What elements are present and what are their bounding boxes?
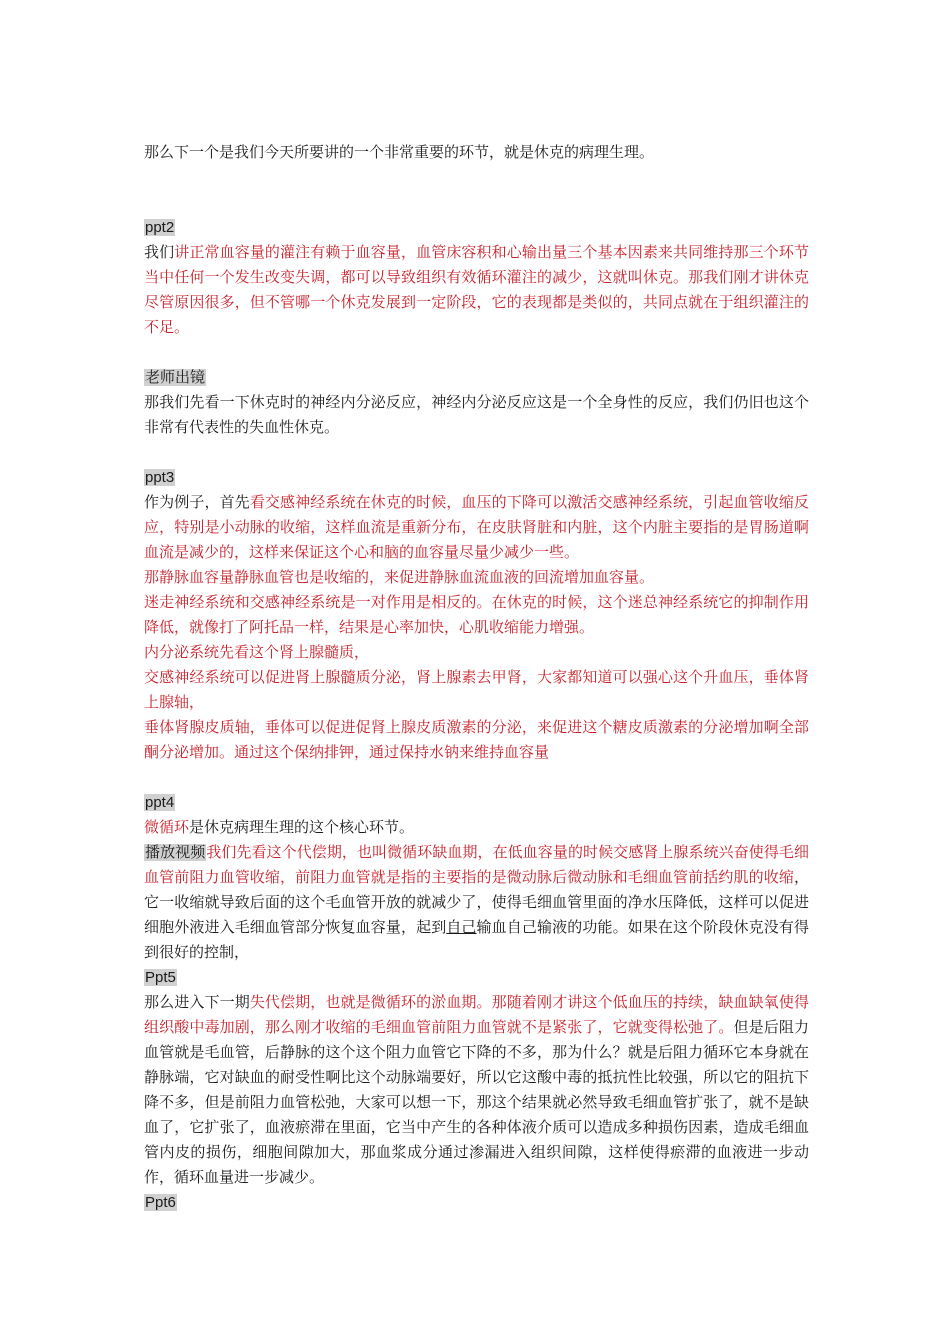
intro-paragraph: 那么下一个是我们今天所要讲的一个非常重要的环节，就是休克的病理生理。 bbox=[144, 143, 655, 161]
ppt5-paragraph bbox=[144, 990, 809, 1190]
teacher-label: 老师出镜 bbox=[145, 369, 206, 386]
ppt5-lead: 那么进入下一期 bbox=[144, 993, 250, 1011]
ppt3-paragraph-1 bbox=[144, 490, 809, 565]
ppt6-label-line bbox=[144, 1190, 809, 1215]
blank-line bbox=[144, 340, 809, 365]
blank-line bbox=[144, 190, 809, 215]
document-page bbox=[144, 140, 809, 1215]
ppt4-underlined: 自己 bbox=[446, 918, 477, 936]
ppt3-paragraph-3: 迷走神经系统和交感神经系统是一对作用是相反的。在休克的时候，这个迷总神经系统它的抑制作用降低，就像打了阿托品一样，结果是心率加快，心肌收缩能力增强。 bbox=[144, 593, 809, 636]
ppt3-paragraph-6: 垂体肾腺皮质轴，垂体可以促进促肾上腺皮质激素的分泌，来促进这个糖皮质激素的分泌增加啊全部酮分泌增加。通过这个保纳排钾，通过保持水钠来维持血容量 bbox=[144, 718, 809, 761]
ppt5-black-part: 但是后阻力血管就是毛血管，后静脉的这个这个阻力血管它下降的不多，那为什么？就是后阻力循环它本身就在静脉端，它对缺血的耐受性啊比这个动脉端要好，所以它这酸中毒的抵抗性比较强，所以它的阻抗下降不多，但是前阻力血管松弛，大家可以想一下，那这个结果就必然导致毛细血管扩张了，就不是缺血了，它扩张了，血液瘀滞在里面，它当中产生的各种体液介质可以造成多种损伤因素，造成毛细血管内皮的损伤，细胞间隙加大，那血浆成分通过渗漏进入组织间隙，这样使得瘀滞的血液进一步动作，循环血量进一步减少。 bbox=[144, 1018, 809, 1186]
blank-line bbox=[144, 765, 809, 790]
ppt4-line1-red: 微循环 bbox=[144, 818, 190, 836]
ppt3-p1: 看交感神经系统在休克的时候，血压的下降可以激活交感神经系统，引起血管收缩反应，特别是小动脉的收缩，这样血流是重新分布，在皮肤肾脏和内脏，这个内脏主要指的是胃肠道啊血流是减少的，这样来保证这个心和脑的血容量尽量少减少一些。 bbox=[144, 493, 809, 561]
ppt4-red-part: 我们先看这个代偿期，也叫微循环缺血期，在低血容量的时候交感肾上腺系统兴奋使得毛细血管前阻力血管收缩，前阻力血管就是指的主要指的是微动脉后微动脉和毛细血管前括约肌的收缩 bbox=[144, 843, 809, 886]
blank-line bbox=[144, 165, 809, 190]
ppt5-red-part: 失代偿期，也就是微循环的淤血期。那随着刚才讲这个低血压的持续，缺血缺氧使得组织酸中毒加剧，那么刚才收缩的毛细血管前阻力血管就不是紧张了，它就变得松弛了。 bbox=[144, 993, 809, 1036]
ppt2-paragraph bbox=[144, 240, 809, 340]
ppt4-line1-rest: 是休克病理生理的这个核心环节。 bbox=[189, 818, 415, 836]
ppt4-label-line bbox=[144, 790, 809, 815]
ppt3-paragraph-2: 那静脉血容量静脉血管也是收缩的，来促进静脉血流血液的回流增加血容量。 bbox=[144, 568, 655, 586]
video-label: 播放视频 bbox=[145, 844, 206, 861]
ppt4-line-1 bbox=[144, 815, 809, 840]
ppt5-label-line bbox=[144, 965, 809, 990]
ppt4-tail: 输血自己输液的功能。如果在这个阶段休克没有得到很好的控制， bbox=[144, 918, 809, 961]
ppt3-paragraph-4: 内分泌系统先看这个肾上腺髓质， bbox=[144, 643, 370, 661]
ppt4-paragraph bbox=[144, 840, 809, 965]
ppt3-lead: 作为例子，首先 bbox=[144, 493, 250, 511]
ppt2-label: ppt2 bbox=[145, 219, 175, 236]
ppt6-label: Ppt6 bbox=[145, 1194, 176, 1211]
ppt2-lead: 我们 bbox=[144, 243, 175, 261]
teacher-paragraph: 那我们先看一下休克时的神经内分泌反应，神经内分泌反应这是一个全身性的反应，我们仍旧也这个非常有代表性的失血性休克。 bbox=[144, 393, 809, 436]
blank-line bbox=[144, 440, 809, 465]
teacher-label-line bbox=[144, 365, 809, 390]
ppt4-black-part: ，它一收缩就导致后面的这个毛血管开放的就减少了，使得毛细血管里面的净水压降低，这样可以促进细胞外液进入毛细血管部分恢复血容量，起到 bbox=[144, 868, 809, 936]
ppt3-label: ppt3 bbox=[145, 469, 175, 486]
ppt2-body: 讲正常血容量的灌注有赖于血容量，血管床容积和心输出量三个基本因素来共同维持那三个环节当中任何一个发生改变失调，都可以导致组织有效循环灌注的减少，这就叫休克。那我们刚才讲休克尽管原因很多，但不管哪一个休克发展到一定阶段，它的表现都是类似的，共同点就在于组织灌注的不足。 bbox=[144, 243, 809, 336]
ppt3-paragraph-5: 交感神经系统可以促进肾上腺髓质分泌，肾上腺素去甲肾，大家都知道可以强心这个升血压，垂体肾上腺轴， bbox=[144, 668, 809, 711]
ppt5-label: Ppt5 bbox=[145, 969, 176, 986]
ppt2-label-line bbox=[144, 215, 809, 240]
ppt4-label: ppt4 bbox=[145, 794, 175, 811]
ppt3-label-line bbox=[144, 465, 809, 490]
